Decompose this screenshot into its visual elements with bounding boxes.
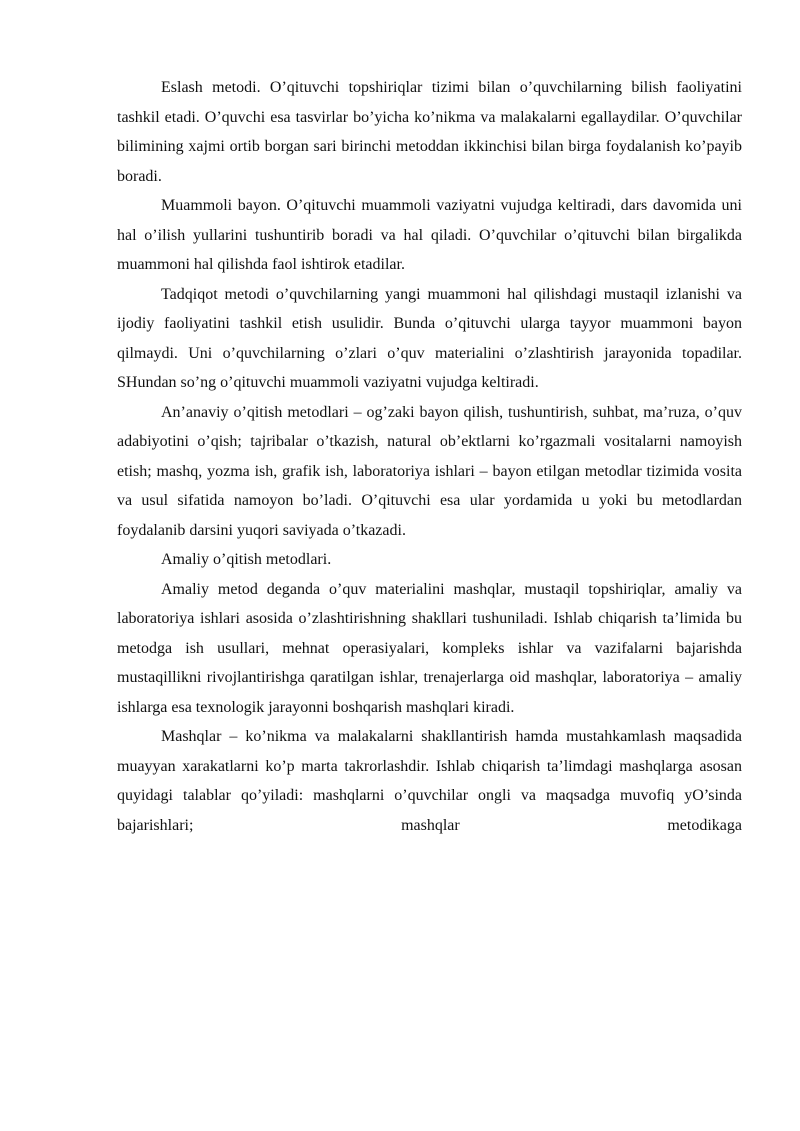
paragraph-ananaviy-metodlar: An’anaviy o’qitish metodlari – og’zaki bayon qilish, tushuntirish, suhbat, ma’ruza, o’quv adabiyotini o’qish; tajribalar o’tkazish, natural ob’ektlarni ko’rgazmali vositalarni namoyish etish; mashq, yozma ish, grafik ish, laboratoriya ishlari – bayon etilgan metodlar tizimida vosita va usul sifatida namoyon bo’ladi. O’qituvchi esa ular yordamida u yoki bu metodlardan foydalanib darsini yuqori saviyada o’tkazadi.: [117, 403, 742, 539]
paragraph-amaliy-metod: Amaliy metod deganda o’quv materialini mashqlar, mustaqil topshiriqlar, amaliy va laboratoriya ishlari asosida o’zlashtirishning shakllari tushuniladi. Ishlab chiqarish ta’limida bu metodga ish usullari, mehnat operasiyalari, kompleks ishlar va vazifalarni bajarishda mustaqillikni rivojlantirishga qaratilgan ishlar, trenajerlarga oid mashqlar, laboratoriya – amaliy ishlarga esa texnologik jarayonni boshqarish mashqlari kiradi.: [117, 580, 742, 716]
paragraph-mashqlar: Mashqlar – ko’nikma va malakalarni shakllantirish hamda mustahkamlash maqsadida muayyan xarakatlarni ko’p marta takrorlashdir. Ishlab chiqarish ta’limdagi mashqlarga asosan quyidagi talablar qo’yiladi: mashqlarni o’quvchilar ongli va maqsadga muvofiq yO’sinda bajarishlari; mashqlar metodikaga: [117, 728, 742, 834]
paragraph-tadqiqot-metodi: Tadqiqot metodi o’quvchilarning yangi muammoni hal qilishdagi mustaqil izlanishi va ijodiy faoliyatini tashkil etish usulidir. Bunda o’qituvchi ularga tayyor muammoni bayon qilmaydi. Uni o’quvchilarning o’zlari o’quv materialini o’zlashtirish jarayonida topadilar. SHundan so’ng o’qituvchi muammoli vaziyatni vujudga keltiradi.: [117, 285, 742, 391]
paragraph-eslash-metodi: Eslash metodi. O’qituvchi topshiriqlar tizimi bilan o’quvchilarning bilish faoliyatini tashkil etadi. O’quvchi esa tasvirlar bo’yicha ko’nikma va malakalarni egallaydilar. O’quvchilar bilimining xajmi ortib borgan sari birinchi metoddan ikkinchisi bilan birga foydalanish ko’payib boradi.: [117, 79, 742, 185]
section-heading-amaliy-metodlar: Amaliy o’qitish metodlari.: [161, 551, 332, 568]
document-page: [117, 73, 742, 840]
paragraph-muammoli-bayon: Muammoli bayon. O’qituvchi muammoli vaziyatni vujudga keltiradi, dars davomida uni hal o’ilish yullarini tushuntirib boradi va hal qiladi. O’quvchilar o’qituvchi bilan birgalikda muammoni hal qilishda faol ishtirok etadilar.: [117, 197, 742, 273]
